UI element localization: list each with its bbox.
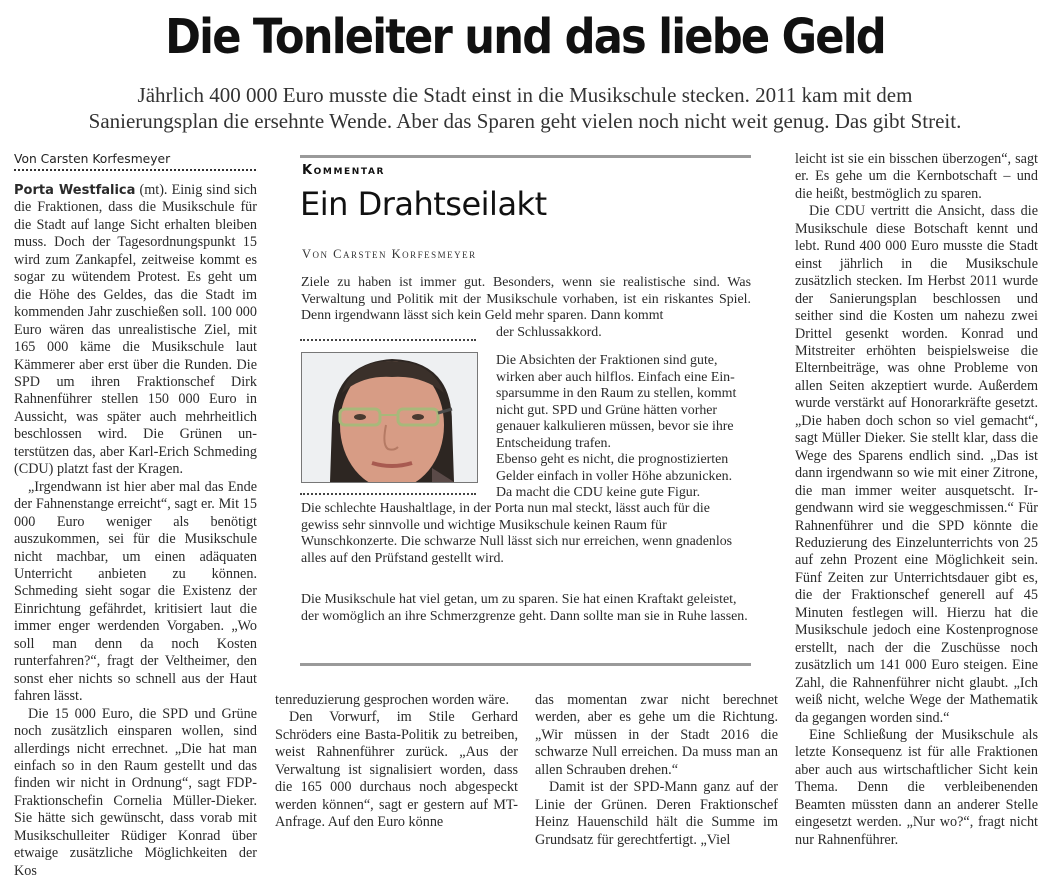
article-paragraph: das momentan zwar nicht berechnet werden, aber es gehe um die Richtung. „Wir müssen in der Stadt 2016 die schwarze Null erreichen. Da muss man an allen Schrauben drehen.“ — [535, 692, 778, 778]
article-column-4 — [795, 151, 1038, 849]
article-paragraph: Porta Westfalica (mt). Einig sind sich die Fraktionen, dass die Musikschule für die Stadt auf lange Sicht erhalten bleiben muss. Doch der Tagesordnungspunkt 15 wird zum Zankapfel, zeitweise kommt es sogar zu wütendem Protest. Es geht um die Höhe des Geldes, das die Stadt im kommenden Jahr zuschießen soll. 100 000 Euro wären das unrealistische Ziel, mit 165 000 käme die Musikschule laut Kämmerer aber erst über die Runden. Die SPD um ihren Fraktionschef Dirk Rahnenführer stellen 150 000 Euro in Aussicht, was später auch mehrheitlich beschlossen wird. Die Grünen unterstützen das, aber Karl-Erich Schmeding (CDU) platzt fast der Kragen. — [14, 182, 257, 478]
portrait-image — [302, 353, 477, 482]
commentary-kicker: Kommentar — [302, 163, 386, 178]
commentary-intro: Ziele zu haben ist immer gut. Besonders, wenn sie realistische sind. Was Verwaltung und Politik mit der Musikschule vorhaben, ist ein riskantes Spiel. Denn irgendwann lässt sich kein Geld mehr sparen. Dann kommt — [301, 275, 751, 324]
article-column-1 — [14, 182, 257, 880]
deck — [0, 82, 1050, 134]
article-paragraph: „Irgendwann ist hier aber mal das Ende der Fahnenstange erreicht“, sagt er. Mit 15 000 Euro weniger als benötigt auszukommen, sei für die Musikschule nicht machbar, um einen adäquaten Unterricht anbieten zu können. Schmeding sieht sogar die Existenz der Einrichtung gefährdet, kritisiert laut die immer enger werdenden Vorgaben. „Wo soll man denn da noch Kosten runterfahren?“, fragt der Veltheimer, den sonst eher nichts so schnell aus der Haut fahren lässt. — [14, 478, 257, 705]
article-paragraph: leicht ist sie ein bisschen überzogen“, sagt er. Es gehe um die Kernbotschaft – und die heißt, bestmöglich zu sparen. — [795, 151, 1038, 202]
dateline: Porta Westfalica — [14, 183, 136, 198]
commentary-paragraph: Die Absichten der Fraktionen sind gute, wirken aber auch hilflos. Einfach eine Einsparsumme in den Raum zu stellen, kommt nicht gut. SPD und Grüne hätten vorher genauer kalkulieren müssen, bevor sie ihre Entscheidung trafen. — [496, 353, 737, 451]
article-paragraph: Damit ist der SPD-Mann ganz auf der Linie der Grünen. Deren Fraktionschef Heinz Hauenschild hält die Summe im Grundsatz für gerechtfertigt. „Viel — [535, 779, 778, 848]
headline: Die Tonleiter und das liebe Geld — [165, 9, 885, 65]
commentary-paragraph: Ebenso geht es nicht, die prognostizierten Gelder einfach in voller Höhe abzunicken. Da macht die CDU keine gute Figur. — [496, 452, 733, 501]
article-paragraph: Den Vorwurf, im Stile Gerhard Schröders eine Basta-Politik zu betreiben, weist Rahnenführer zurück. „Aus der Verwaltung ist signalisiert worden, dass die 165 000 durchaus noch abgespeckt werden können“, sagt er gestern auf MT-Anfrage. Auf den Euro könne — [275, 709, 518, 831]
article-column-3 — [535, 692, 778, 849]
commentary-paragraph: Die Musikschule hat viel getan, um zu sparen. Sie hat einen Kraftakt geleistet, der womöglich an ihre Schmerzgrenze geht. Dann sollte man sie in Ruhe lassen. — [301, 592, 748, 624]
bottom-rule — [300, 663, 751, 666]
article-paragraph: Eine Schließung der Musikschule als letzte Konsequenz ist für alle Fraktionen aber auch aus wirtschaftlicher Sicht kein Thema. Denn die verbleibenenden Beamten müssten dann an anderer Stelle eingesetzt werden. „Nur wo?“, fragt nicht nur Rahnenführer. — [795, 726, 1038, 848]
author-photo — [301, 352, 478, 483]
commentary-paragraph: Die schlechte Haushaltlage, in der Porta nun mal steckt, lässt auch für die gewiss sehr sinnvolle und wichtige Musikschule keinen Raum für Wunschkonzerte. Die schwarze Null lässt sich nur erreichen, wenn gnadenlos alles auf den Prüfstand gestellt wird. — [301, 501, 733, 566]
article-paragraph: tenreduzierung gesprochen worden wäre. — [275, 692, 509, 708]
deck-line-1: Jährlich 400 000 Euro musste die Stadt einst in die Musikschule stecken. 2011 kam mit dem — [137, 83, 913, 107]
commentary-intro-end: der Schlussakkord. — [496, 325, 602, 340]
dotted-divider — [300, 493, 476, 495]
article-paragraph: Die 15 000 Euro, die SPD und Grüne noch zusätzlich einsparen wollen, sind allerdings nicht errechnet. „Die hat man einfach so in den Raum gestellt und das finden wir nicht in Ordnung“, sagt FDP-Fraktionschefin Cornelia Müller-Dieker. Sie hätte sich gewünscht, dass vorab mit Musikschulleiter Rüdiger Konrad über etwaige zusätzliche Möglichkeiten der Kos — [14, 705, 257, 879]
commentary-title: Ein Drahtseilakt — [300, 185, 547, 223]
commentary-author: Von Carsten Korfesmeyer — [302, 247, 477, 261]
article-column-2 — [275, 692, 518, 832]
article-paragraph: Die CDU vertritt die Ansicht, dass die Musikschule diese Botschaft kennt und lebt. Rund 400 000 Euro musste die Stadt einst jährlich in die Musikschule zusätzlich stecken. Im Herbst 2011 wurde der Sanierungsplan beschlossen und seither sind die Kosten um nahezu zwei Drittel gesenkt worden. Konrad und Mitstreiter erhöhten beispielsweise die Elternbeiträge, was ohne Probleme von allen Seiten akzeptiert wurde. Außerdem wurde verstärkt auf Honorarkräfte gesetzt. „Die haben doch schon so viel gemacht“, sagt Müller Dieker. Sie stellt klar, dass die Wege des Sparens endlich sind. „Das ist dann irgendwann so wie mit einer Zitrone, die man immer weiter ausquetscht. Irgendwann wird sie weggeschmissen.“ Für Rahnenführer und die SPD könnte die Reduzierung des Einzelunterrichts von 25 auf zehn Prozent eine Möglichkeit sein. Fünf Zeiten zur Unterrichtsdauer gibt es, die der Fraktionschef generell auf 45 Minuten festlegen will. Hierzu hat die Musikschule jedoch eine Kostenprognose erstellt, nach der die Zuschüsse noch zusätzlich um 141 000 Euro steigen. Eine Zahl, die Rahnenführer nicht glaubt. „Ich weiß nicht, welche Wege der Mathematik da gegangen worden sind.“ — [795, 203, 1038, 726]
dotted-divider — [300, 339, 476, 341]
deck-line-2: Sanierungsplan die ersehnte Wende. Aber das Sparen geht vielen noch nicht weit genug. Das gibt Streit. — [88, 109, 962, 133]
byline: Von Carsten Korfesmeyer — [14, 152, 256, 171]
top-rule — [300, 155, 751, 158]
